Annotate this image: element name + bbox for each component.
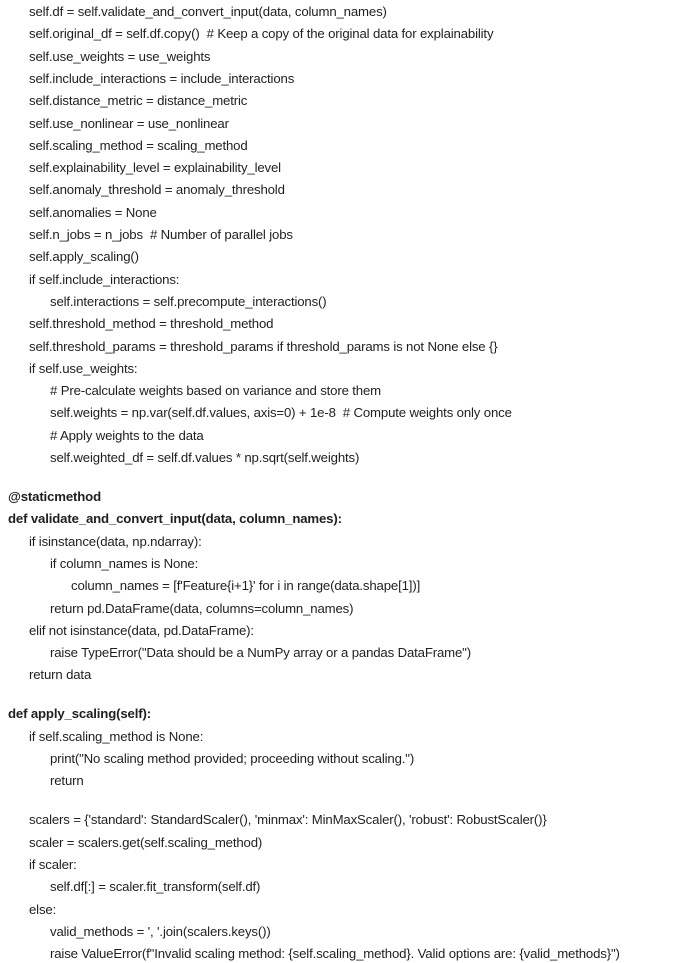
code-line: self.apply_scaling() [29, 249, 139, 265]
code-line: self.use_nonlinear = use_nonlinear [29, 115, 229, 131]
code-line: return pd.DataFrame(data, columns=column_names) [50, 600, 354, 616]
code-line: self.original_df = self.df.copy() # Keep a copy of the original data for explainability [29, 26, 494, 42]
code-line: if scaler: [29, 856, 77, 872]
code-line: self.explainability_level = explainability_level [29, 160, 281, 176]
code-line: if column_names is None: [50, 555, 199, 571]
code-line: self.anomalies = None [29, 204, 157, 220]
code-line: scalers = {'standard': StandardScaler(), 'minmax': MinMaxScaler(), 'robust': RobustScaler()} [29, 812, 547, 828]
code-line: if self.include_interactions: [29, 271, 180, 287]
code-line: if self.scaling_method is None: [29, 728, 204, 744]
code-line: if isinstance(data, np.ndarray): [29, 533, 202, 549]
code-line: @staticmethod [8, 489, 101, 505]
code-line: # Pre-calculate weights based on variance and store them [50, 383, 382, 399]
code-line: valid_methods = ', '.join(scalers.keys()) [50, 923, 271, 939]
code-line: self.anomaly_threshold = anomaly_threshold [29, 182, 285, 198]
code-line: self.df[:] = scaler.fit_transform(self.df) [50, 879, 261, 895]
code-line: column_names = [f'Feature{i+1}' for i in range(data.shape[1])] [71, 578, 421, 594]
code-line: def apply_scaling(self): [8, 706, 151, 722]
code-line: elif not isinstance(data, pd.DataFrame): [29, 622, 254, 638]
code-line: self.df = self.validate_and_convert_input(data, column_names) [29, 4, 387, 19]
code-line: self.threshold_method = threshold_method [29, 316, 274, 332]
code-line: return [50, 773, 84, 789]
code-line: self.interactions = self.precompute_interactions() [50, 293, 327, 309]
code-line: return data [29, 667, 92, 683]
code-line: self.threshold_params = threshold_params if threshold_params is not None else {} [29, 338, 498, 354]
code-line: scaler = scalers.get(self.scaling_method) [29, 834, 263, 850]
code-line: print("No scaling method provided; proceeding without scaling.") [50, 751, 415, 767]
code-line: if self.use_weights: [29, 360, 138, 376]
code-line: self.scaling_method = scaling_method [29, 137, 248, 153]
code-line: self.distance_metric = distance_metric [29, 93, 248, 109]
code-line: self.weighted_df = self.df.values * np.sqrt(self.weights) [50, 450, 360, 465]
code-line: raise TypeError("Data should be a NumPy array or a pandas DataFrame") [50, 645, 471, 661]
code-line: else: [29, 901, 57, 917]
code-line: # Apply weights to the data [50, 427, 204, 443]
code-line: def validate_and_convert_input(data, column_names): [8, 511, 342, 527]
code-line: self.use_weights = use_weights [29, 48, 211, 64]
code-line: self.include_interactions = include_interactions [29, 70, 295, 86]
code-line: self.weights = np.var(self.df.values, axis=0) + 1e-8 # Compute weights only once [50, 405, 512, 421]
code-line: raise ValueError(f"Invalid scaling method: {self.scaling_method}. Valid options are: {valid_methods}") [50, 946, 620, 962]
code-line: self.n_jobs = n_jobs # Number of parallel jobs [29, 227, 293, 242]
